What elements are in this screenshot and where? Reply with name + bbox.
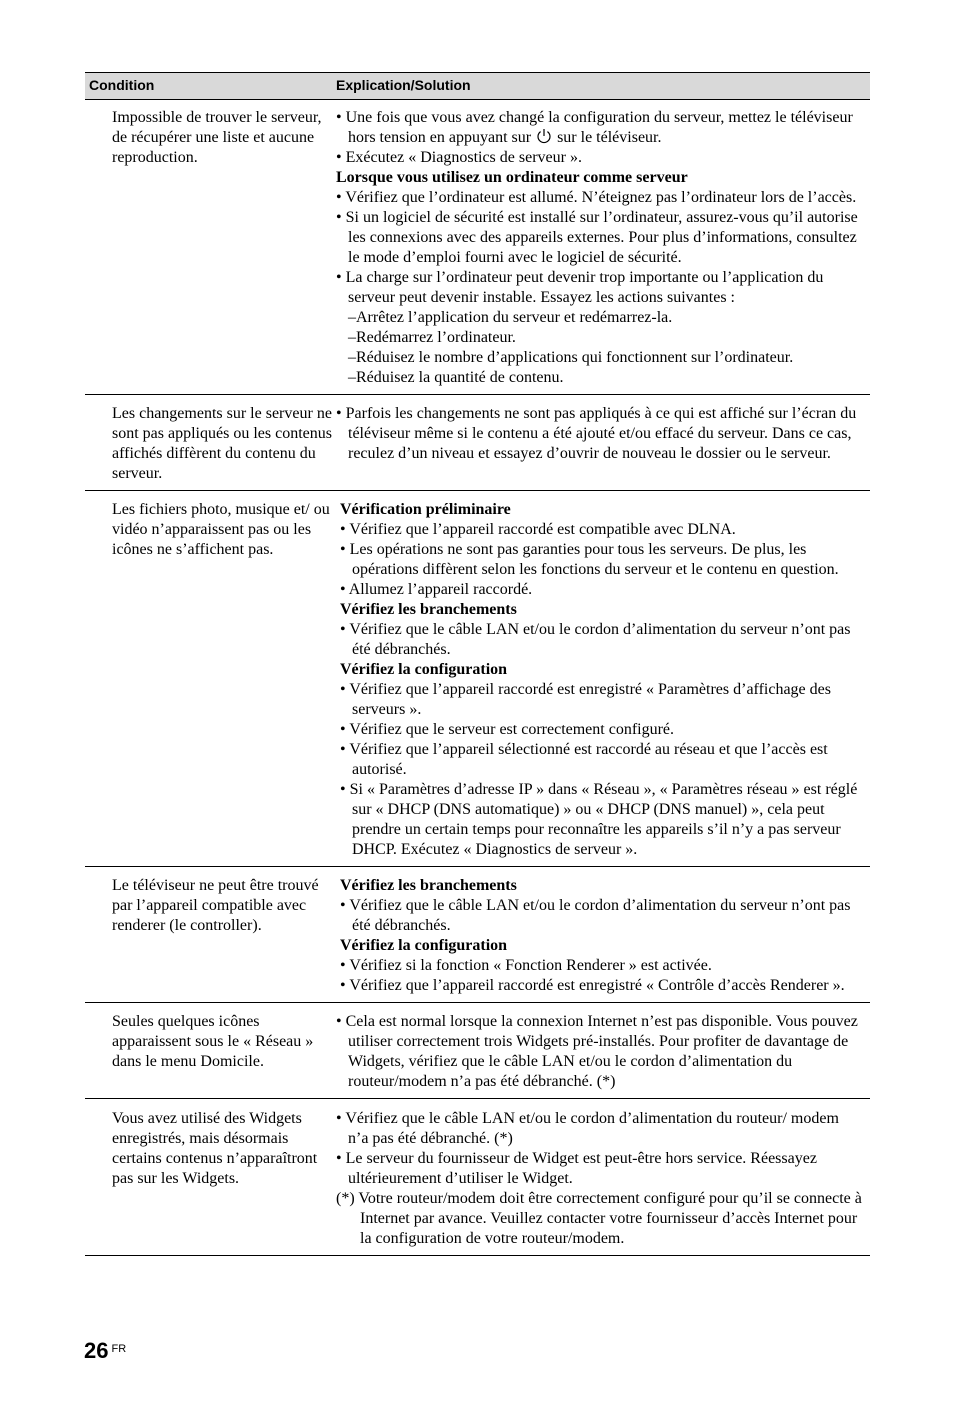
bullet-item: • Cela est normal lorsque la connexion Internet n’est pas disponible. Vous pouvez utiliser correctement trois Widgets pré-installés. Pour profiter de davantage de Widgets, vérifiez que le câble LAN et/ou le cordon d’alimentation du routeur/modem n’a pas été débranché. (*) <box>336 1013 858 1090</box>
explanation-cell <box>336 867 870 1003</box>
power-icon <box>536 128 552 144</box>
explanation-cell <box>336 1099 870 1256</box>
bullet-item: • Vérifiez que le câble LAN et/ou le cordon d’alimentation du serveur n’ont pas été débranchés. <box>340 621 851 658</box>
table-row <box>85 491 870 867</box>
table-row <box>85 100 870 395</box>
table-row <box>85 1099 870 1256</box>
explanation-cell <box>336 1003 870 1099</box>
section-heading: Vérifiez les branchements <box>340 601 517 618</box>
condition-cell: Les changements sur le serveur ne sont pas appliqués ou les contenus affichés diffèrent du contenu du serveur. <box>85 395 336 491</box>
explanation-cell <box>336 395 870 491</box>
section-heading: Vérifiez la configuration <box>340 937 508 954</box>
dash-item: –Réduisez le nombre d’applications qui fonctionnent sur l’ordinateur. <box>348 349 794 366</box>
explanation-cell <box>336 100 870 395</box>
dash-item: –Redémarrez l’ordinateur. <box>348 329 516 346</box>
condition-cell: Les fichiers photo, musique et/ ou vidéo n’apparaissent pas ou les icônes ne s’affichent pas. <box>85 491 336 867</box>
bullet-item: • Vérifiez que l’appareil sélectionné est raccordé au réseau et que l’accès est autorisé. <box>340 741 828 778</box>
bullet-item: • Vérifiez si la fonction « Fonction Renderer » est activée. <box>340 957 712 974</box>
section-heading: Vérifiez la configuration <box>340 661 508 678</box>
troubleshooting-table <box>85 72 870 1256</box>
bullet-item: • Vérifiez que le serveur est correctement configuré. <box>340 721 675 738</box>
footnote: (*) Votre routeur/modem doit être correctement configuré pour qu’il se connecte à Internet par avance. Veuillez contacter votre fournisseur d’accès Internet pour la configuration de votre routeur/modem. <box>336 1190 862 1247</box>
bullet-item: • Allumez l’appareil raccordé. <box>340 581 533 598</box>
bullet-item: • Vérifiez que l’appareil raccordé est compatible avec DLNA. <box>340 521 736 538</box>
bullet-item: • La charge sur l’ordinateur peut devenir trop importante ou l’application du serveur peut devenir instable. Essayez les actions suivantes : <box>336 269 824 306</box>
condition-cell: Vous avez utilisé des Widgets enregistrés, mais désormais certains contenus n’apparaîtront pas sur les Widgets. <box>85 1099 336 1256</box>
bullet-item: • Vérifiez que le câble LAN et/ou le cordon d’alimentation du routeur/ modem n’a pas été débranché. (*) <box>336 1110 839 1147</box>
bullet-item: • Exécutez « Diagnostics de serveur ». <box>336 149 582 166</box>
bullet-item: • Le serveur du fournisseur de Widget est peut-être hors service. Réessayez ultérieurement d’utiliser le Widget. <box>336 1150 817 1187</box>
page-footer <box>84 1338 126 1364</box>
bullet-item: • Parfois les changements ne sont pas appliqués à ce qui est affiché sur l’écran du téléviseur même si le contenu a été ajouté et/ou effacé du serveur. Dans ce cas, reculez d’un niveau et essayez d’ouvrir de nouveau le dossier ou le serveur. <box>336 405 857 462</box>
explanation-cell <box>336 491 870 867</box>
dash-item: –Réduisez la quantité de contenu. <box>348 369 564 386</box>
table-row <box>85 1003 870 1099</box>
section-heading: Lorsque vous utilisez un ordinateur comme serveur <box>336 169 688 186</box>
section-heading: Vérifiez les branchements <box>340 877 517 894</box>
bullet-item: • Les opérations ne sont pas garanties pour tous les serveurs. De plus, les opérations diffèrent selon les fonctions du serveur et le contenu en question. <box>340 541 839 578</box>
condition-cell: Impossible de trouver le serveur, de récupérer une liste et aucune reproduction. <box>85 100 336 395</box>
dash-item: –Arrêtez l’application du serveur et redémarrez-la. <box>348 309 673 326</box>
explanation-column-header: Explication/Solution <box>336 73 870 100</box>
section-heading: Vérification préliminaire <box>340 501 511 518</box>
table-row <box>85 867 870 1003</box>
bullet-item: • Une fois que vous avez changé la configuration du serveur, mettez le téléviseur hors tension en appuyant sur sur le téléviseur. <box>336 109 853 146</box>
condition-cell: Seules quelques icônes apparaissent sous le « Réseau » dans le menu Domicile. <box>85 1003 336 1099</box>
bullet-item: • Si un logiciel de sécurité est installé sur l’ordinateur, assurez-vous qu’il autorise les connexions avec des appareils externes. Pour plus d’informations, consultez le mode d’emploi fourni avec le logiciel de sécurité. <box>336 209 858 266</box>
bullet-item: • Vérifiez que l’appareil raccordé est enregistré « Contrôle d’accès Renderer ». <box>340 977 845 994</box>
table-row <box>85 395 870 491</box>
bullet-item: • Vérifiez que l’ordinateur est allumé. N’éteignez pas l’ordinateur lors de l’accès. <box>336 189 857 206</box>
condition-cell: Le téléviseur ne peut être trouvé par l’appareil compatible avec renderer (le controller). <box>85 867 336 1003</box>
language-code: FR <box>111 1343 127 1355</box>
bullet-item: • Vérifiez que l’appareil raccordé est enregistré « Paramètres d’affichage des serveurs ». <box>340 681 831 718</box>
bullet-item: • Si « Paramètres d’adresse IP » dans « Réseau », « Paramètres réseau » est réglé sur « DHCP (DNS automatique) » ou « DHCP (DNS manuel) », cela peut prendre un certain temps pour reconnaître les appareils s’il n’y a pas serveur DHCP. Exécutez « Diagnostics de serveur ». <box>340 781 858 858</box>
table-header <box>85 73 870 100</box>
bullet-item: • Vérifiez que le câble LAN et/ou le cordon d’alimentation du serveur n’ont pas été débranchés. <box>340 897 851 934</box>
condition-column-header: Condition <box>85 73 336 100</box>
page-number: 26 <box>84 1338 109 1363</box>
